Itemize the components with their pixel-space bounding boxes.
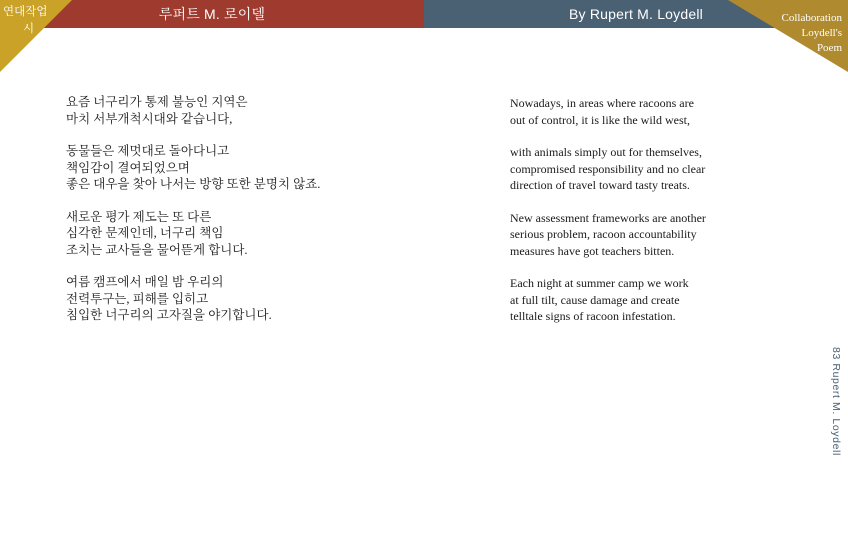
poem-line: with animals simply out for themselves,: [510, 145, 702, 159]
poem-line: Nowadays, in areas where racoons are: [510, 96, 694, 110]
corner-right-label-line2: Loydell's: [801, 27, 842, 39]
poem-line: serious problem, racoon accountability: [510, 227, 697, 241]
poem-line: 전력투구는, 피해를 입히고: [66, 291, 209, 306]
stanza: [510, 210, 820, 260]
page-footer-vertical: 83 Rupert M. Loydell: [830, 347, 842, 456]
stanza: [510, 95, 820, 128]
poem-line: 조치는 교사들을 물어뜯게 합니다.: [66, 242, 248, 257]
english-author-title: By Rupert M. Loydell: [569, 6, 703, 22]
stanza: [66, 274, 396, 324]
poem-line: 좋은 대우을 찾아 나서는 방향 또한 분명치 않죠.: [66, 177, 321, 191]
poem-english-column: [510, 95, 820, 325]
stanza: [66, 94, 396, 127]
stanza: [510, 144, 820, 194]
poem-line: 침입한 너구리의 고자질을 야기합니다.: [66, 308, 272, 322]
corner-left-label-line1: 연대작업: [3, 6, 48, 18]
poem-line: 요즘 너구리가 통제 불능인 지역은: [66, 95, 248, 109]
top-banner: [0, 0, 848, 28]
poem-line: telltale signs of racoon infestation.: [510, 309, 676, 323]
corner-right-label: [782, 11, 843, 56]
corner-right-label-line3: Poem: [816, 42, 842, 54]
poem-line: compromised responsibility and no clear: [510, 161, 706, 176]
poem-line: New assessment frameworks are another: [510, 210, 706, 225]
poem-line: 심각한 문제인데, 너구리 책임: [66, 226, 224, 240]
poem-line: out of control, it is like the wild west,: [510, 112, 690, 127]
poem-line: direction of travel toward tasty treats.: [510, 178, 690, 192]
poem-line: 여름 캠프에서 매일 밤 우리의: [66, 275, 224, 289]
poem-line: Each night at summer camp we work: [510, 276, 689, 290]
stanza: [66, 143, 396, 193]
poem-line: 책임감이 결여되었으며: [66, 160, 190, 175]
stanza: [510, 275, 820, 325]
corner-right-label-line1: Collaboration: [781, 12, 842, 24]
poem-line: 새로운 평가 제도는 또 다른: [66, 209, 212, 224]
korean-author-title: 루퍼트 M. 로이델: [158, 6, 266, 22]
poem-korean-column: [66, 94, 396, 324]
poem-line: measures have got teachers bitten.: [510, 243, 675, 258]
poem-line: 마치 서부개척시대와 같습니다,: [66, 111, 233, 126]
stanza: [66, 209, 396, 259]
corner-left-label-line2: 시: [23, 23, 35, 35]
corner-left-label: [0, 0, 64, 36]
poem-line: 동물들은 제멋대로 돌아다니고: [66, 144, 230, 158]
poem-line: at full tilt, cause damage and create: [510, 292, 680, 307]
